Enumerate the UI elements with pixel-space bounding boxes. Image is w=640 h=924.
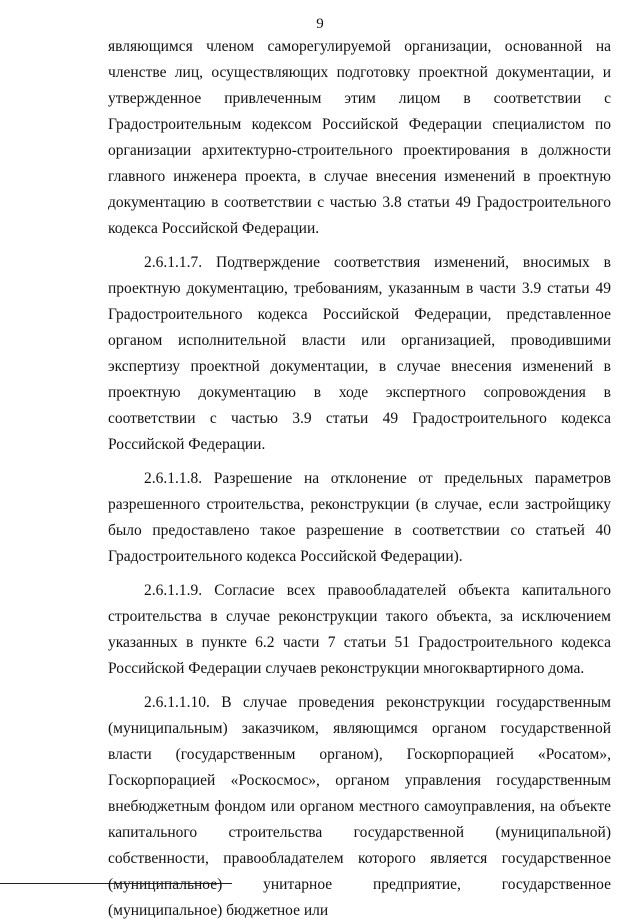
paragraph-2-6-1-1-9: 2.6.1.1.9. Согласие всех правообладателей объекта капитального строительства в случае реконструкции такого объекта, за исключением указанных в пункте 6.2 части 7 статьи 51 Градостроительного кодекса Российской Федерации случаев реконструкции многоквартирного дома. [108,582,611,677]
document-body [108,34,611,924]
paragraph-2-6-1-1-8: 2.6.1.1.8. Разрешение на отклонение от предельных параметров разрешенного строительства, реконструкции (в случае, если застройщику было предоставлено такое разрешение в соответствии со статьей 40 Градостроительного кодекса Российской Федерации). [108,470,611,565]
page-number: 9 [316,16,324,32]
paragraph-2-6-1-1-7: 2.6.1.1.7. Подтверждение соответствия изменений, вносимых в проектную документацию, требованиям, указанным в части 3.9 статьи 49 Градостроительного кодекса Российской Федерации, представленное органом исполнительной власти или организацией, проводившими экспертизу проектной документации, в случае внесения изменений в проектную документацию в ходе экспертного сопровождения в соответствии с частью 3.9 статьи 49 Градостроительного кодекса Российской Федерации. [108,254,611,453]
paragraph-continuation: являющимся членом саморегулируемой организации, основанной на членстве лиц, осуществляющих подготовку проектной документации, и утвержденное привлеченным этим лицом в соответствии с Градостроительным кодексом Российской Федерации специалистом по организации архитектурно-строительного проектирования в должности главного инженера проекта, в случае внесения изменений в проектную документацию в соответствии с частью 3.8 статьи 49 Градостроительного кодекса Российской Федерации. [108,38,611,237]
paragraph-2-6-1-1-10: 2.6.1.1.10. В случае проведения реконструкции государственным (муниципальным) заказчиком, являющимся органом государственной власти (государственным органом), Госкорпорацией «Росатом», Госкорпорацией «Роскосмос», органом управления государственным внебюджетным фондом или органом местного самоуправления, на объекте капитального строительства государственной (муниципальной) собственности, правообладателем которого является государственное (муниципальное) унитарное предприятие, государственное (муниципальное) бюджетное или [108,694,611,919]
footnote-separator [0,883,232,884]
